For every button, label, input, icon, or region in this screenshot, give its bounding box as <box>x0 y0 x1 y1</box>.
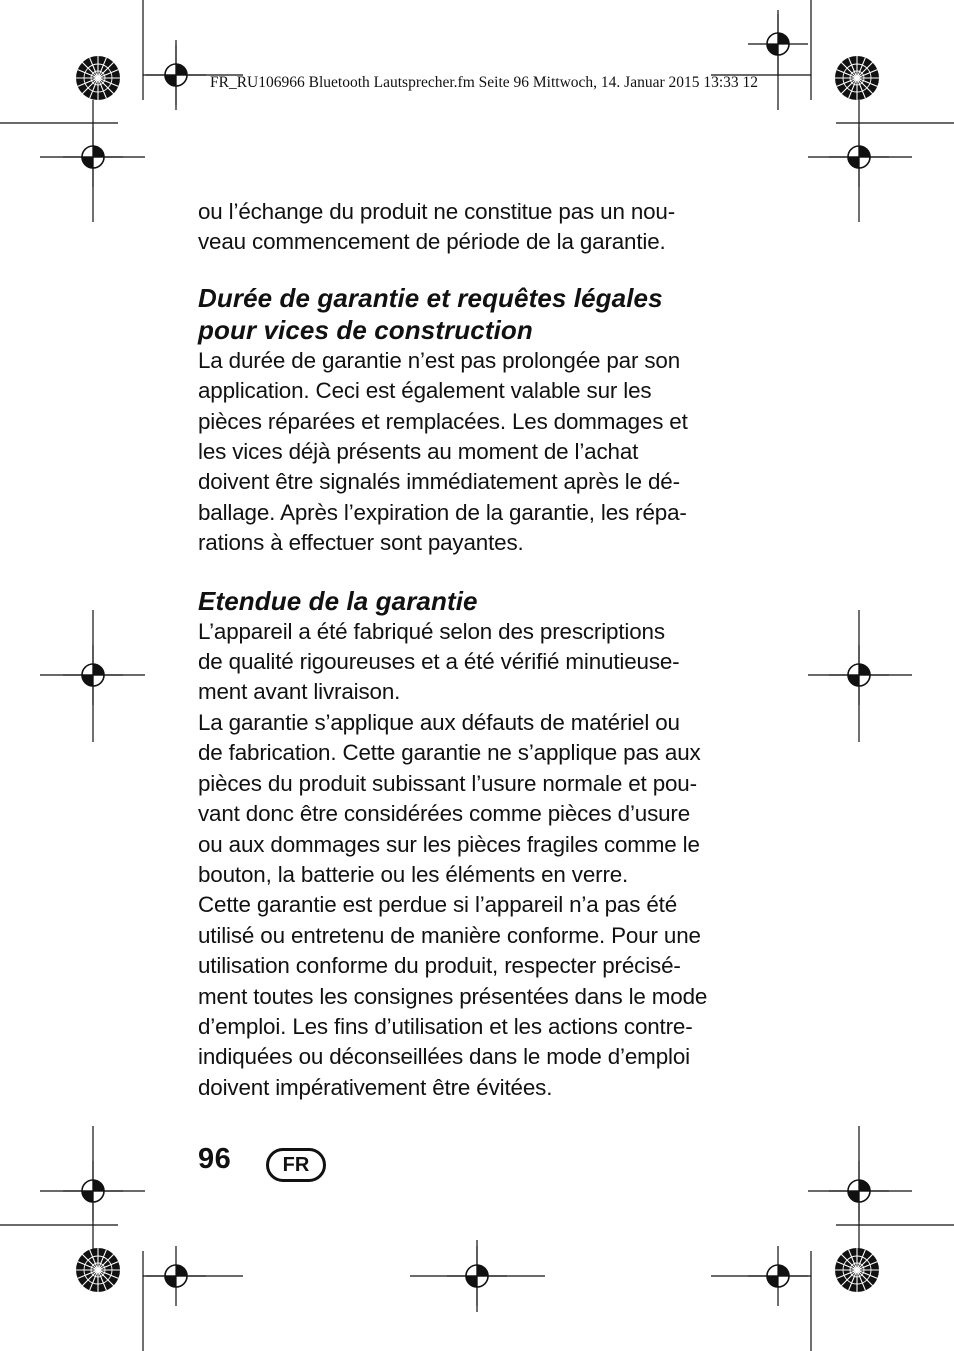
star-target-icon <box>76 56 120 100</box>
page-number: 96 <box>198 1143 232 1175</box>
text-line: veau commencement de période de la garantie. <box>198 229 666 255</box>
text-line: d’emploi. Les fins d’utilisation et les actions contre- <box>198 1013 693 1039</box>
text-line: bouton, la batterie ou les éléments en verre. <box>198 861 629 887</box>
text-line: les vices déjà présents au moment de l’achat <box>198 439 639 465</box>
star-target-icon <box>835 56 879 100</box>
text-line: utilisé ou entretenu de manière conforme. Pour une <box>198 922 701 948</box>
text-line: doivent être signalés immédiatement après le dé- <box>198 469 680 495</box>
text-line: doivent impérativement être évitées. <box>198 1074 553 1100</box>
language-badge: FR <box>266 1148 326 1182</box>
section-paragraph-warranty-duration <box>198 346 738 559</box>
text-line: ment avant livraison. <box>198 679 401 705</box>
text-line: rations à effectuer sont payantes. <box>198 530 524 556</box>
text-line: pièces du produit subissant l’usure normale et pou- <box>198 770 697 796</box>
heading-line: Etendue de la garantie <box>198 585 478 616</box>
heading-line: pour vices de construction <box>198 314 533 345</box>
text-line: indiquées ou déconseillées dans le mode d’emploi <box>198 1044 690 1070</box>
intro-paragraph <box>198 197 738 258</box>
registration-mark-icon <box>146 1246 206 1306</box>
heading-line: Durée de garantie et requêtes légales <box>198 282 663 313</box>
text-line: La durée de garantie n’est pas prolongée par son <box>198 347 681 373</box>
text-line: La garantie s’applique aux défauts de matériel ou <box>198 709 680 735</box>
text-line: ou aux dommages sur les pièces fragiles comme le <box>198 831 700 857</box>
text-line: utilisation conforme du produit, respecter précisé- <box>198 953 681 979</box>
section-heading-warranty-duration <box>198 282 738 346</box>
text-line: de fabrication. Cette garantie ne s’applique pas aux <box>198 740 701 766</box>
star-target-icon <box>835 1248 879 1292</box>
document-body <box>198 197 738 1103</box>
registration-mark-icon <box>748 1246 808 1306</box>
text-line: Cette garantie est perdue si l’appareil n’a pas été <box>198 892 678 918</box>
text-line: vant donc être considérées comme pièces d’usure <box>198 801 691 827</box>
section-paragraph-warranty-scope <box>198 617 738 1104</box>
text-line: ou l’échange du produit ne constitue pas un nou- <box>198 199 676 224</box>
text-line: ballage. Après l’expiration de la garantie, les répa- <box>198 499 687 525</box>
file-info-header: FR_RU106966 Bluetooth Lautsprecher.fm Seite 96 Mittwoch, 14. Januar 2015 13:33 12 <box>210 74 759 91</box>
section-heading-warranty-scope <box>198 585 738 617</box>
star-target-icon <box>76 1248 120 1292</box>
text-line: de qualité rigoureuses et a été vérifié minutieuse- <box>198 649 680 675</box>
text-line: L’appareil a été fabriqué selon des prescriptions <box>198 618 665 644</box>
text-line: ment toutes les consignes présentées dans le mode <box>198 983 708 1009</box>
text-line: application. Ceci est également valable sur les <box>198 378 652 404</box>
text-line: pièces réparées et remplacées. Les dommages et <box>198 408 688 434</box>
